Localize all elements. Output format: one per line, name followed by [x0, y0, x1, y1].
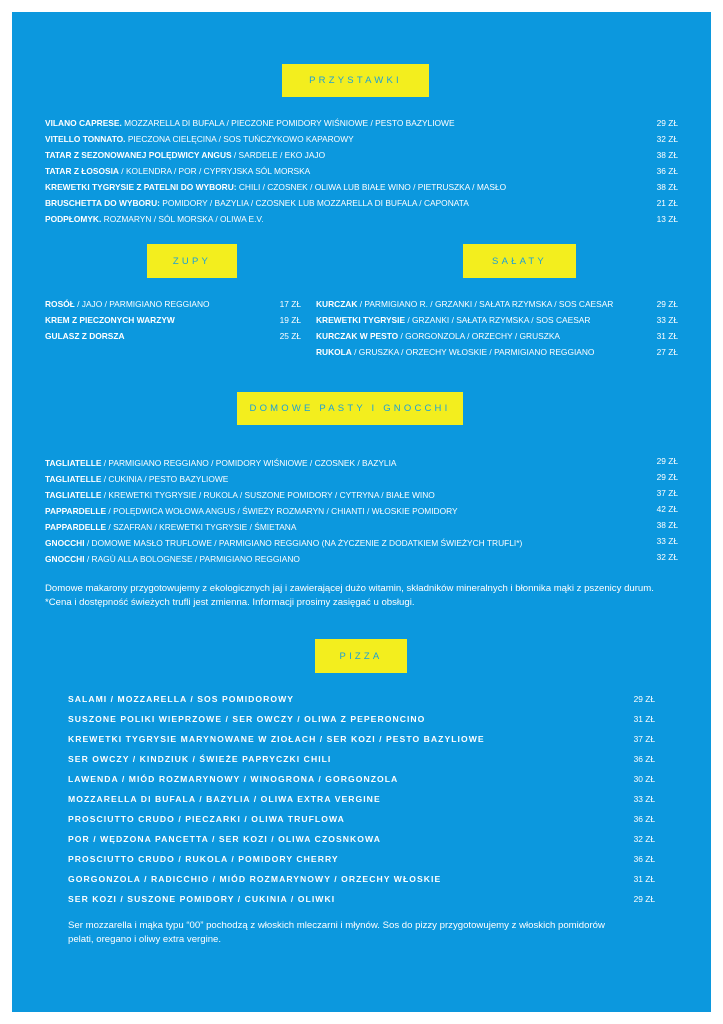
item-name: TATAR Z SEZONOWANEJ POLĘDWICY ANGUS [45, 150, 232, 160]
list-item [316, 345, 652, 359]
pasty-note-line-1: Domowe makarony przygotowujemy z ekologicznych jaj i zawierającej dużo witamin, składników mineralnych i błonnika mąki z pszenicy durum. [45, 583, 654, 594]
item-price: 21 ZŁ [656, 198, 678, 208]
item-price: 33 ZŁ [656, 536, 678, 546]
item-price: 29 ZŁ [656, 456, 678, 466]
item-price: 31 ZŁ [633, 714, 655, 724]
item-name: KURCZAK [316, 299, 358, 309]
list-item [45, 488, 645, 502]
item-desc: PIECZONA CIELĘCINA / SOS TUŃCZYKOWO KAPAROWY [125, 134, 354, 144]
list-item [45, 329, 267, 343]
list-item [45, 148, 645, 162]
pasty-note [45, 582, 695, 610]
list-item: SER OWCZY / KINDZIUK / ŚWIEŻE PAPRYCZKI CHILI [68, 754, 332, 764]
list-item: SALAMI / MOZZARELLA / SOS POMIDOROWY [68, 694, 295, 704]
item-desc: / DOMOWE MASŁO TRUFLOWE / PARMIGIANO REGGIANO (NA ŻYCZENIE Z DODATKIEM ŚWIEŻYCH TRUFLI*) [84, 538, 523, 548]
item-desc: / JAJO / PARMIGIANO REGGIANO [74, 299, 210, 309]
item-price: 31 ZŁ [633, 874, 655, 884]
item-price: 38 ZŁ [656, 150, 678, 160]
list-item [316, 297, 652, 311]
list-item [45, 297, 267, 311]
item-name: TAGLIATELLE [45, 458, 102, 468]
item-name: VITELLO TONNATO. [45, 134, 126, 144]
list-item: KREWETKI TYGRYSIE MARYNOWANE W ZIOŁACH / SER KOZI / PESTO BAZYLIOWE [68, 734, 485, 744]
list-item [45, 520, 645, 534]
item-desc: / RAGÙ ALLA BOLOGNESE / PARMIGIANO REGGIANO [84, 554, 300, 564]
item-name: KURCZAK W PESTO [316, 331, 399, 341]
list-item: PROSCIUTTO CRUDO / RUKOLA / POMIDORY CHERRY [68, 854, 339, 864]
item-desc: / CUKINIA / PESTO BAZYLIOWE [101, 474, 229, 484]
header-salaty: SAŁATY [463, 244, 576, 278]
list-item [316, 313, 652, 327]
item-name: GULASZ Z DORSZA [45, 331, 125, 341]
list-item [45, 212, 645, 226]
item-price: 19 ZŁ [279, 315, 301, 325]
item-price: 36 ZŁ [633, 754, 655, 764]
item-price: 32 ZŁ [656, 134, 678, 144]
list-item [45, 164, 645, 178]
item-desc: / PARMIGIANO REGGIANO / POMIDORY WIŚNIOWE / CZOSNEK / BAZYLIA [101, 458, 397, 468]
list-item: SUSZONE POLIKI WIEPRZOWE / SER OWCZY / OLIWA Z PEPERONCINO [68, 714, 426, 724]
item-price: 27 ZŁ [656, 347, 678, 357]
header-pasty: DOMOWE PASTY I GNOCCHI [237, 392, 463, 425]
item-name: KREWETKI TYGRYSIE [316, 315, 406, 325]
list-item [45, 116, 645, 130]
item-price: 32 ZŁ [656, 552, 678, 562]
item-name: ROSÓŁ [45, 299, 75, 309]
item-price: 13 ZŁ [656, 214, 678, 224]
list-item: LAWENDA / MIÓD ROZMARYNOWY / WINOGRONA / GORGONZOLA [68, 774, 399, 784]
list-item: GORGONZOLA / RADICCHIO / MIÓD ROZMARYNOWY / ORZECHY WŁOSKIE [68, 874, 442, 884]
list-item [45, 180, 645, 194]
pizza-note-line-2: pelati, oregano i oliwy extra vergine. [68, 934, 222, 945]
item-desc: CHILI / CZOSNEK / OLIWA LUB BIAŁE WINO / PIETRUSZKA / MASŁO [236, 182, 507, 192]
item-name: KREM Z PIECZONYCH WARZYW [45, 315, 175, 325]
item-desc: / KOLENDRA / POR / CYPRYJSKA SÓL MORSKA [118, 166, 311, 176]
list-item [45, 313, 267, 327]
item-price: 37 ZŁ [633, 734, 655, 744]
header-przystawki: PRZYSTAWKI [282, 64, 429, 97]
pizza-note [68, 919, 688, 947]
item-price: 42 ZŁ [656, 504, 678, 514]
item-desc: POMIDORY / BAZYLIA / CZOSNEK LUB MOZZARELLA DI BUFALA / CAPONATA [159, 198, 469, 208]
pasty-note-line-2: *Cena i dostępność świeżych trufli jest zmienna. Informacji prosimy zasięgać u obsługi. [45, 597, 415, 608]
list-item: PROSCIUTTO CRUDO / PIECZARKI / OLIWA TRUFLOWA [68, 814, 345, 824]
item-desc: / KREWETKI TYGRYSIE / RUKOLA / SUSZONE POMIDORY / CYTRYNA / BIAŁE WINO [101, 490, 435, 500]
item-price: 29 ZŁ [656, 118, 678, 128]
menu-panel [12, 12, 711, 1012]
item-desc: / SARDELE / EKO JAJO [231, 150, 326, 160]
item-price: 36 ZŁ [656, 166, 678, 176]
list-item [45, 456, 645, 470]
item-price: 31 ZŁ [656, 331, 678, 341]
item-price: 29 ZŁ [656, 472, 678, 482]
item-price: 29 ZŁ [656, 299, 678, 309]
item-price: 29 ZŁ [633, 694, 655, 704]
item-desc: / GORGONZOLA / ORZECHY / GRUSZKA [398, 331, 560, 341]
item-price: 33 ZŁ [633, 794, 655, 804]
list-item [45, 132, 645, 146]
item-price: 33 ZŁ [656, 315, 678, 325]
pizza-note-line-1: Ser mozzarella i mąka typu “00” pochodzą z włoskich mleczarni i młynów. Sos do pizzy przygotowujemy z włoskich pomidorów [68, 920, 605, 931]
item-price: 36 ZŁ [633, 854, 655, 864]
list-item [45, 472, 645, 486]
item-name: KREWETKI TYGRYSIE Z PATELNI DO WYBORU: [45, 182, 237, 192]
item-name: BRUSCHETTA DO WYBORU: [45, 198, 160, 208]
item-price: 30 ZŁ [633, 774, 655, 784]
item-price: 38 ZŁ [656, 520, 678, 530]
item-price: 25 ZŁ [279, 331, 301, 341]
item-name: PAPPARDELLE [45, 506, 107, 516]
item-price: 36 ZŁ [633, 814, 655, 824]
list-item [45, 504, 645, 518]
item-price: 37 ZŁ [656, 488, 678, 498]
list-item [45, 536, 645, 550]
list-item: SER KOZI / SUSZONE POMIDORY / CUKINIA / OLIWKI [68, 894, 336, 904]
list-item [316, 329, 652, 343]
item-desc: / GRUSZKA / ORZECHY WŁOSKIE / PARMIGIANO REGGIANO [351, 347, 595, 357]
item-name: PAPPARDELLE [45, 522, 107, 532]
item-desc: / SZAFRAN / KREWETKI TYGRYSIE / ŚMIETANA [106, 522, 297, 532]
item-price: 17 ZŁ [279, 299, 301, 309]
item-desc: MOZZARELLA DI BUFALA / PIECZONE POMIDORY WIŚNIOWE / PESTO BAZYLIOWE [121, 118, 455, 128]
list-item [45, 552, 645, 566]
item-name: TAGLIATELLE [45, 474, 102, 484]
item-price: 32 ZŁ [633, 834, 655, 844]
header-pizza: PIZZA [315, 639, 407, 673]
item-desc: / POLĘDWICA WOŁOWA ANGUS / ŚWIEŻY ROZMARYN / CHIANTI / WŁOSKIE POMIDORY [106, 506, 458, 516]
list-item: POR / WĘDZONA PANCETTA / SER KOZI / OLIWA CZOSNKOWA [68, 834, 381, 844]
item-name: PODPŁOMYK. [45, 214, 102, 224]
item-desc: ROZMARYN / SÓL MORSKA / OLIWA E.V. [101, 214, 264, 224]
item-price: 38 ZŁ [656, 182, 678, 192]
item-name: GNOCCHI [45, 538, 85, 548]
item-name: RUKOLA [316, 347, 352, 357]
item-name: TATAR Z ŁOSOSIA [45, 166, 119, 176]
item-name: VILANO CAPRESE. [45, 118, 122, 128]
item-name: GNOCCHI [45, 554, 85, 564]
list-item [45, 196, 645, 210]
item-price: 29 ZŁ [633, 894, 655, 904]
header-zupy: ZUPY [147, 244, 237, 278]
item-name: TAGLIATELLE [45, 490, 102, 500]
list-item: MOZZARELLA DI BUFALA / BAZYLIA / OLIWA EXTRA VERGINE [68, 794, 381, 804]
item-desc: / PARMIGIANO R. / GRZANKI / SAŁATA RZYMSKA / SOS CAESAR [357, 299, 614, 309]
item-desc: / GRZANKI / SAŁATA RZYMSKA / SOS CAESAR [405, 315, 591, 325]
